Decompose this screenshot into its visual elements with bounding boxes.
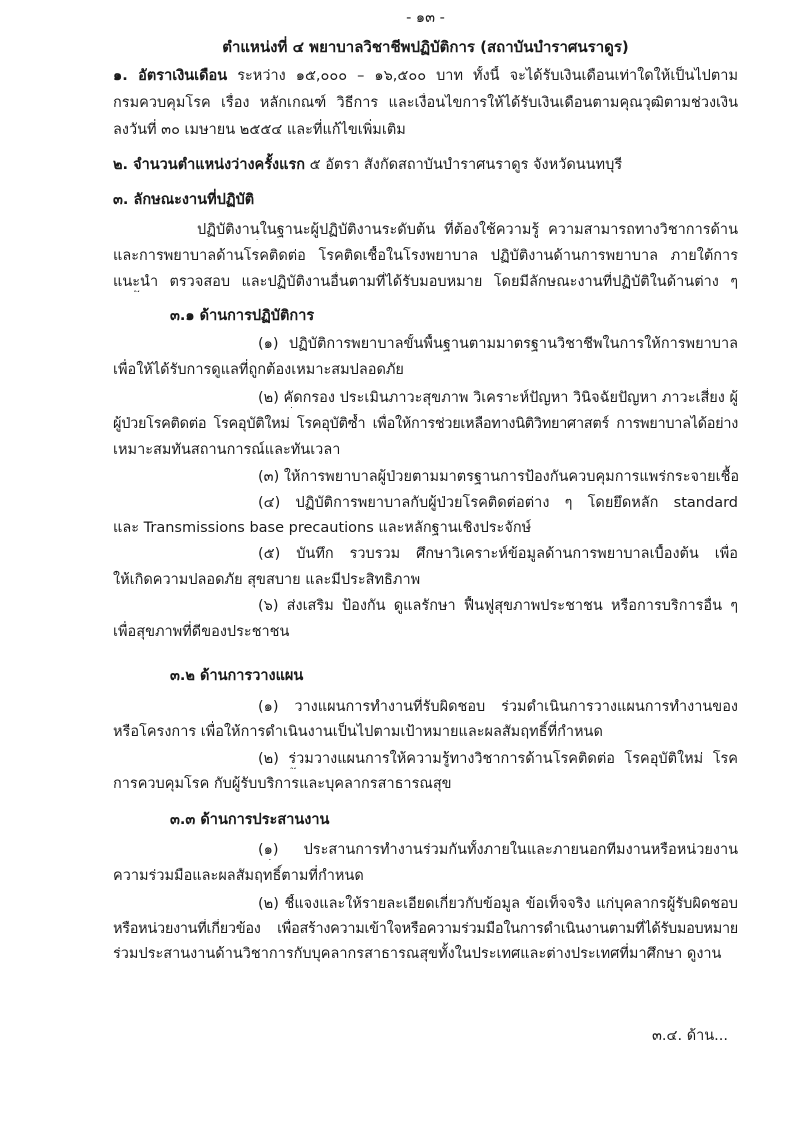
s33-line: หรือหน่วยงานที่เกี่ยวข้อง เพื่อสร้างความเข้าใจหรือความร่วมมือในการดำเนินงานตามที่ได้รับมอบหมาย	[113, 921, 738, 937]
duties-para-line: และการพยาบาลด้านโรคติดต่อ โรคติดเชื้อในโรงพยาบาล ปฏิบัติงานด้านการพยาบาล ภายใต้การ	[113, 248, 738, 264]
s31-line: (๖) ส่งเสริม ป้องกัน ดูแลรักษา ฟื้นฟูสุขภาพประชาชน หรือการบริการอื่น ๆ	[258, 598, 738, 614]
salary-text: ระหว่าง ๑๕,๐๐๐ – ๑๖,๕๐๐ บาท ทั้งนี้ จะได้รับเงินเดือนเท่าใดให้เป็นไปตาม	[237, 68, 738, 84]
vacancy-text: ๕ อัตรา สังกัดสถาบันบำราศนราดูร จังหวัดนนทบุรี	[309, 157, 623, 173]
s33-line: (๒) ชี้แจงและให้รายละเอียดเกี่ยวกับข้อมูล ข้อเท็จจริง แก่บุคลากรผู้รับผิดชอบ	[258, 896, 738, 912]
s32-line: (๑) วางแผนการทำงานที่รับผิดชอบ ร่วมดำเนินการวางแผนการทำงานของ	[258, 699, 738, 715]
duties-para-line: ปฏิบัติงานในฐานะผู้ปฏิบัติงานระดับต้น ที่ต้องใช้ความรู้ ความสามารถทางวิชาการด้าน	[197, 222, 738, 238]
s31-line: (๑) ปฏิบัติการพยาบาลขั้นพื้นฐานตามมาตรฐานวิชาชีพในการให้การพยาบาล	[258, 336, 738, 352]
s33-line: ร่วมประสานงานด้านวิชาการกับบุคลากรสาธารณสุขทั้งในประเทศและต่างประเทศที่มาศึกษา ดูงาน	[113, 946, 722, 962]
s31-line: (๕) บันทึก รวบรวม ศึกษาวิเคราะห์ข้อมูลด้านการพยาบาลเบื้องต้น เพื่อ	[258, 546, 738, 562]
s31-line: ให้เกิดความปลอดภัย สุขสบาย และมีประสิทธิภาพ	[113, 572, 421, 588]
s32-line: (๒) ร่วมวางแผนการให้ความรู้ทางวิชาการด้านโรคติดต่อ โรคอุบัติใหม่ โรค	[258, 751, 738, 767]
salary-line-3: ลงวันที่ ๓๐ เมษายน ๒๕๕๔ และที่แก้ไขเพิ่มเติม	[113, 122, 406, 138]
s31-line: (๓) ให้การพยาบาลผู้ป่วยตามมาตรฐานการป้องกันควบคุมการแพร่กระจายเชื้อ	[258, 469, 740, 485]
position-title: ตำแหน่งที่ ๔ พยาบาลวิชาชีพปฏิบัติการ (สถาบันบำราศนราดูร)	[222, 38, 629, 56]
continuation-marker: ๓.๔. ด้าน...	[652, 1028, 729, 1044]
salary-label: ๑. อัตราเงินเดือน	[113, 68, 228, 84]
s31-line: (๔) ปฏิบัติการพยาบาลกับผู้ป่วยโรคติดต่อต่าง ๆ โดยยึดหลัก standard	[258, 495, 738, 511]
salary-line-1	[113, 66, 738, 86]
s33-line: ความร่วมมือและผลสัมฤทธิ์ตามที่กำหนด	[113, 868, 364, 884]
s31-line: เพื่อให้ได้รับการดูแลที่ถูกต้องเหมาะสมปลอดภัย	[113, 362, 404, 378]
s32-line: การควบคุมโรค กับผู้รับบริการและบุคลากรสาธารณสุข	[113, 776, 452, 792]
duties-heading: ๓. ลักษณะงานที่ปฏิบัติ	[113, 192, 255, 208]
duties-para-line: แนะนำ ตรวจสอบ และปฏิบัติงานอื่นตามที่ได้รับมอบหมาย โดยมีลักษณะงานที่ปฏิบัติในด้านต่าง ๆ	[113, 274, 738, 290]
page-number: - ๑๓ -	[406, 10, 445, 26]
vacancy-line	[113, 155, 738, 175]
section-3-1-heading: ๓.๑ ด้านการปฏิบัติการ	[170, 308, 315, 324]
s31-line: เพื่อสุขภาพที่ดีของประชาชน	[113, 624, 290, 640]
salary-line-2: กรมควบคุมโรค เรื่อง หลักเกณฑ์ วิธีการ และเงื่อนไขการให้ได้รับเงินเดือนตามคุณวุฒิตามช่วงเงิน	[113, 95, 738, 111]
s31-line: เหมาะสมทันสถานการณ์และทันเวลา	[113, 442, 341, 458]
section-3-3-heading: ๓.๓ ด้านการประสานงาน	[170, 812, 330, 828]
s32-line: หรือโครงการ เพื่อให้การดำเนินงานเป็นไปตามเป้าหมายและผลสัมฤทธิ์ที่กำหนด	[113, 724, 603, 740]
s31-line: และ Transmissions base precautions และหลักฐานเชิงประจักษ์	[113, 520, 532, 536]
s33-line: (๑) ประสานการทำงานร่วมกันทั้งภายในและภายนอกทีมงานหรือหน่วยงาน	[258, 842, 738, 858]
s31-line: (๒) คัดกรอง ประเมินภาวะสุขภาพ วิเคราะห์ปัญหา วินิจฉัยปัญหา ภาวะเสี่ยง ผู้	[258, 390, 738, 406]
s31-line: ผู้ป่วยโรคติดต่อ โรคอุบัติใหม่ โรคอุบัติซ้ำ เพื่อให้การช่วยเหลือทางนิติวิทยาศาสตร์ การพยาบาลได้อย่าง	[113, 416, 738, 432]
section-3-2-heading: ๓.๒ ด้านการวางแผน	[170, 668, 304, 684]
vacancy-label: ๒. จำนวนตำแหน่งว่างครั้งแรก	[113, 157, 306, 173]
